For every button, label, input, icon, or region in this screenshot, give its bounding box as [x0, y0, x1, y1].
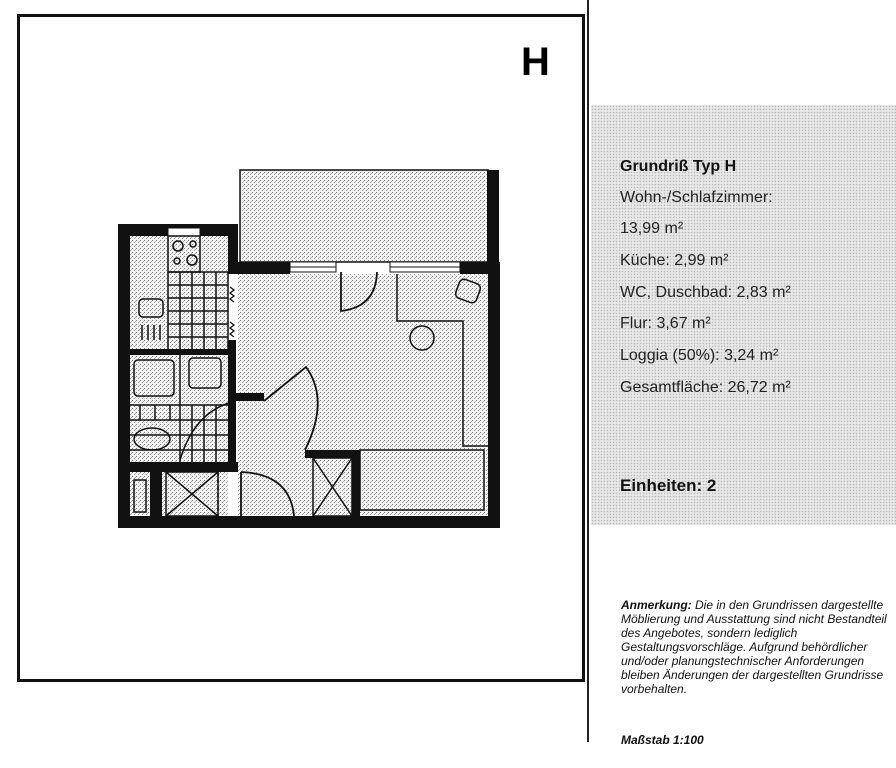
area-line-kitchen: Küche: 2,99 m² — [620, 252, 729, 269]
area-line-hall: Flur: 3,67 m² — [620, 315, 711, 332]
area-line-bath: WC, Duschbad: 2,83 m² — [620, 284, 791, 301]
radiators — [230, 287, 234, 337]
note-label: Anmerkung: — [621, 598, 692, 612]
plan-type-letter: H — [521, 40, 550, 84]
area-line-living: Wohn-/Schlafzimmer: — [620, 189, 773, 206]
area-line-living-value: 13,99 m² — [620, 220, 684, 237]
loggia — [240, 170, 499, 262]
area-line-loggia: Loggia (50%): 3,24 m² — [620, 347, 779, 364]
disclaimer-note — [621, 598, 891, 696]
scale-label: Maßstab 1:100 — [621, 733, 704, 747]
units-count: Einheiten: 2 — [620, 476, 717, 495]
area-line-total: Gesamtfläche: 26,72 m² — [620, 379, 791, 396]
plan-caption: Grundriß Typ H — [620, 158, 737, 175]
note-text: Die in den Grundrissen dargestellte Möblierung und Ausstattung sind nicht Bestandteil des Angebotes, sondern lediglich Gestaltungsvorschläge. Aufgrund behördlicher und/oder planungstechnischer Anforderungen bleiben Änderungen der dargestellten Grundrisse vorbehalten. — [621, 598, 887, 696]
area-info-panel — [591, 105, 896, 525]
